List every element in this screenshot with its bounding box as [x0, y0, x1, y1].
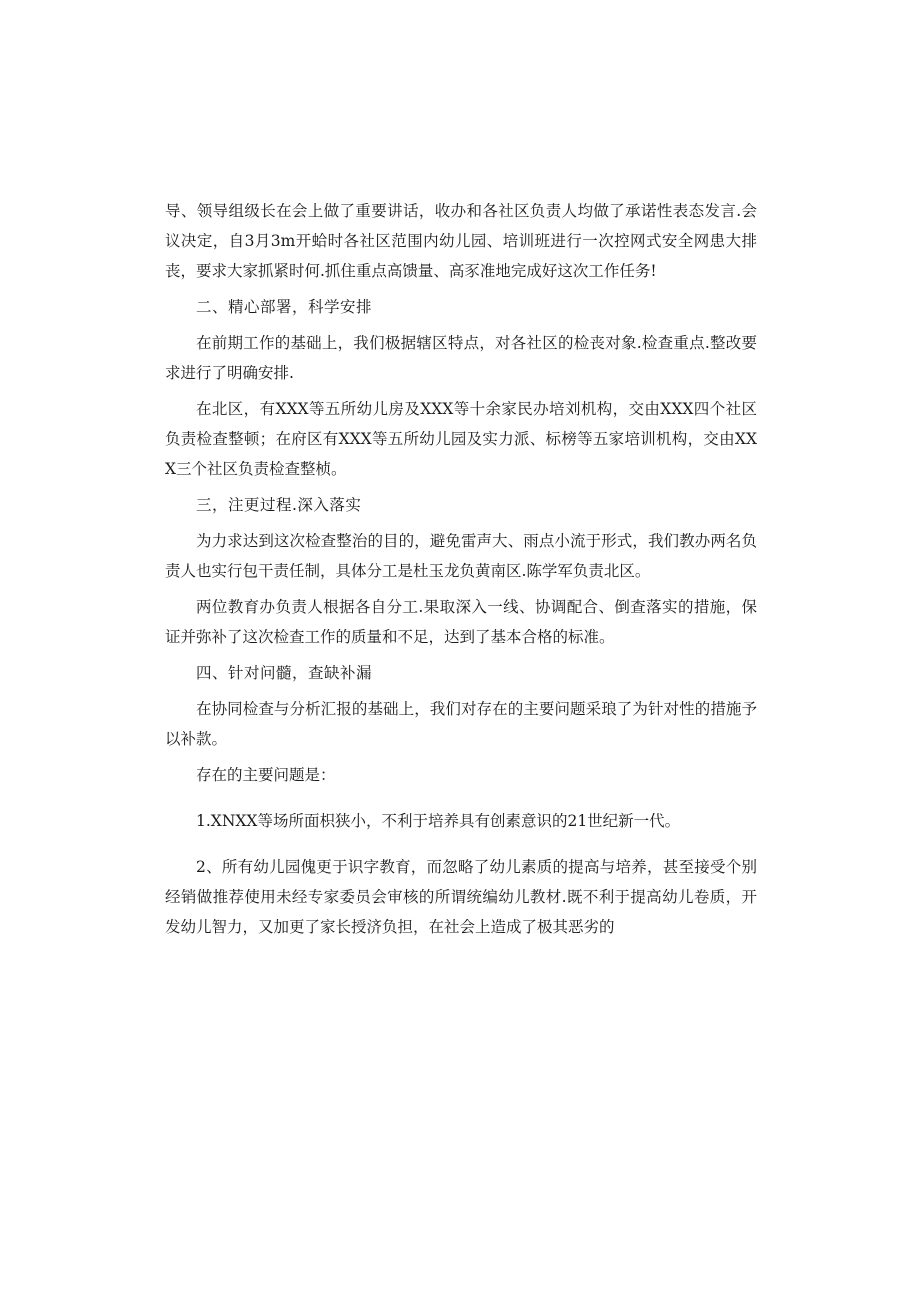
section-heading-4: 四、针对问髓，查缺补漏	[196, 664, 373, 682]
paragraph-measures: 两位教育办负责人根据各自分工.果取深入一线、协调配合、倒查落实的措施，保证并弥补了这次检查工作的质量和不足，达到了基本合格的标准。	[165, 598, 757, 646]
paragraph-meeting-decision: 导、领导组级长在会上做了重要讲话，收办和各社区负责人均做了承诺性表态发言.会议决定，自3月3m开蛤时各社区范围内幼儿园、培训班进行一次控网式安全网患大排丧，要求大家抓紧时何.抓住重点高馈量、高豕准地完成好这次工作任务!	[165, 202, 757, 280]
paragraph-district-assignments: 在北区，有XXX等五所幼儿房及XXX等十余家民办培刘机构，交由XXX四个社区负责检查整顿；在府区有XXX等五所幼儿园及实力派、标榜等五家培训机构，交由XXX三个社区负责检查整桢。	[165, 400, 757, 478]
section-heading-3: 三，注更过程.深入落实	[196, 496, 362, 514]
paragraph-problems-intro: 存在的主要问题是：	[196, 766, 336, 784]
list-item-problem-1: 1.XNXX等场所面枳狭小，不利于培养具有创素意识的21世纪新一代。	[196, 812, 681, 830]
document-body	[165, 196, 757, 948]
paragraph-arrangement: 在前期工作的基础上，我们极据辖区特点，对各社区的检丧对象.检查重点.整改要求进行了明确安排.	[165, 334, 757, 382]
spacer	[165, 842, 757, 852]
paragraph-responsibility: 为力求达到这次检查整治的目的，避免雷声大、雨点小流于形式，我们教办两名负责人也实行包干责任制，具体分工是杜玉龙负黄南区.陈学军负责北区。	[165, 532, 757, 580]
spacer	[165, 796, 757, 806]
list-item-problem-2: 2、所有幼儿园傀更于识字教育，而忽略了幼儿素质的提高与培养，甚至接受个别经销做推荐使用未经专家委员会审核的所谓统编幼儿教材.既不利于提高幼儿卷质，开发幼儿智力，又加更了家长授济负担，在社会上造成了极其恶劣的	[165, 858, 757, 936]
paragraph-targeted-measures: 在协同检查与分析汇报的基础上，我们对存在的主要问题采琅了为针对性的措施予以补款。	[165, 700, 757, 748]
section-heading-2: 二、精心部署，科学安排	[196, 298, 373, 316]
